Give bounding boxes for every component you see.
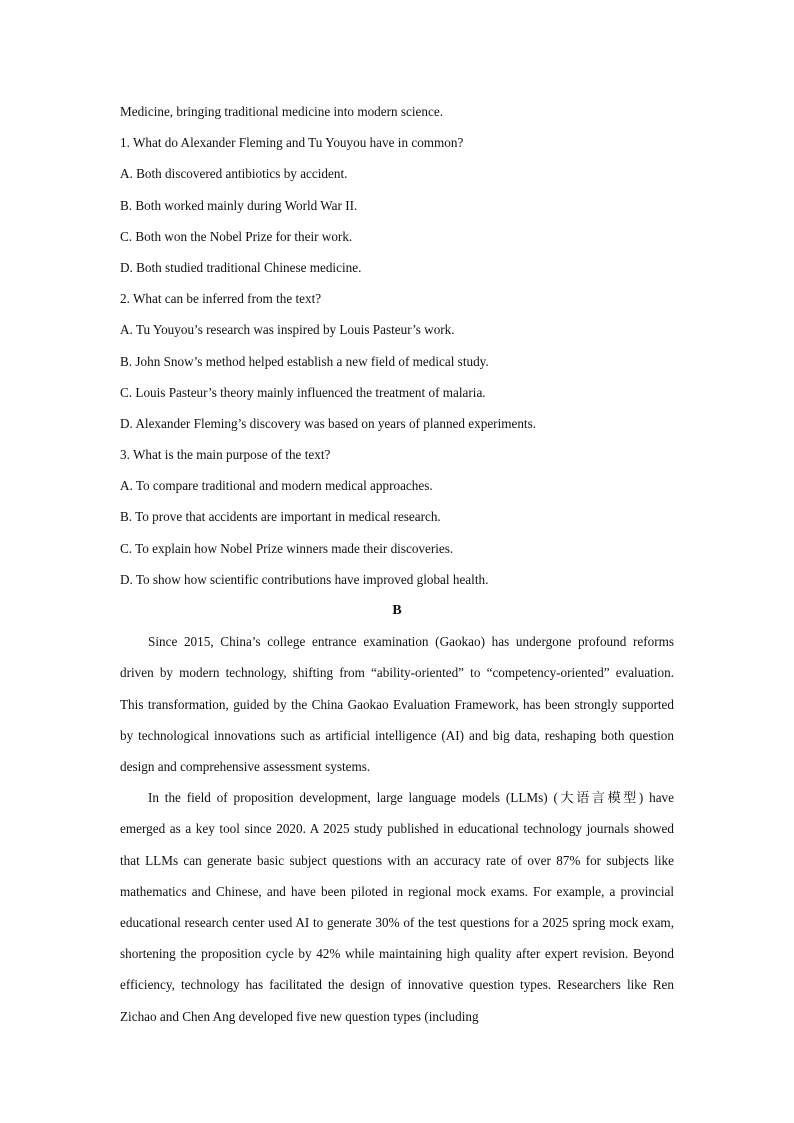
- section-b-title: B: [392, 603, 402, 618]
- question-3-option-d: D. To show how scientific contributions have improved global health.: [120, 571, 489, 587]
- question-3-option-c: C. To explain how Nobel Prize winners made their discoveries.: [120, 540, 454, 556]
- question-2-option-a: A. Tu Youyou’s research was inspired by Louis Pasteur’s work.: [120, 322, 455, 338]
- question-2-option-c: C. Louis Pasteur’s theory mainly influenced the treatment of malaria.: [120, 384, 486, 400]
- section-b-paragraph-1: Since 2015, China’s college entrance examination (Gaokao) has undergone profound reforms driven by modern technology, shifting from “ability-oriented” to “competency-oriented” evaluation. This transformation, guided by the China Gaokao Evaluation Framework, has been strongly supported by technological innovations such as artificial intelligence (AI) and big data, reshaping both question design and comprehensive assessment systems.: [120, 634, 674, 774]
- question-3-stem: 3. What is the main purpose of the text?: [120, 447, 331, 463]
- section-b-paragraph-2: In the field of proposition development, large language models (LLMs) (大语言模型) have emerged as a key tool since 2020. A 2025 study published in educational technology journals showed that LLMs can generate basic subject questions with an accuracy rate of over 87% for subjects like mathematics and Chinese, and have been piloted in regional mock exams. For example, a provincial educational research center used AI to generate 30% of the test questions for a 2025 spring mock exam, shortening the proposition cycle by 42% while maintaining high quality after expert revision. Beyond efficiency, technology has facilitated the design of innovative question types. Researchers like Ren Zichao and Chen Ang developed five new question types (including: [120, 790, 674, 1024]
- question-1-option-c: C. Both won the Nobel Prize for their work.: [120, 228, 353, 244]
- question-1-stem: 1. What do Alexander Fleming and Tu Youyou have in common?: [120, 135, 464, 151]
- question-2-option-d: D. Alexander Fleming’s discovery was based on years of planned experiments.: [120, 415, 537, 431]
- question-3-option-b: B. To prove that accidents are important in medical research.: [120, 509, 441, 525]
- question-3-option-a: A. To compare traditional and modern medical approaches.: [120, 478, 433, 494]
- question-2-stem: 2. What can be inferred from the text?: [120, 291, 322, 307]
- question-1-option-d: D. Both studied traditional Chinese medicine.: [120, 259, 362, 275]
- question-block: [120, 96, 674, 1032]
- section-b-body: [120, 626, 674, 1032]
- question-2-option-b: B. John Snow’s method helped establish a new field of medical study.: [120, 353, 489, 369]
- question-1-option-b: B. Both worked mainly during World War II.: [120, 197, 358, 213]
- question-1-option-a: A. Both discovered antibiotics by accident.: [120, 166, 348, 182]
- intro-tail-line: Medicine, bringing traditional medicine into modern science.: [120, 104, 443, 119]
